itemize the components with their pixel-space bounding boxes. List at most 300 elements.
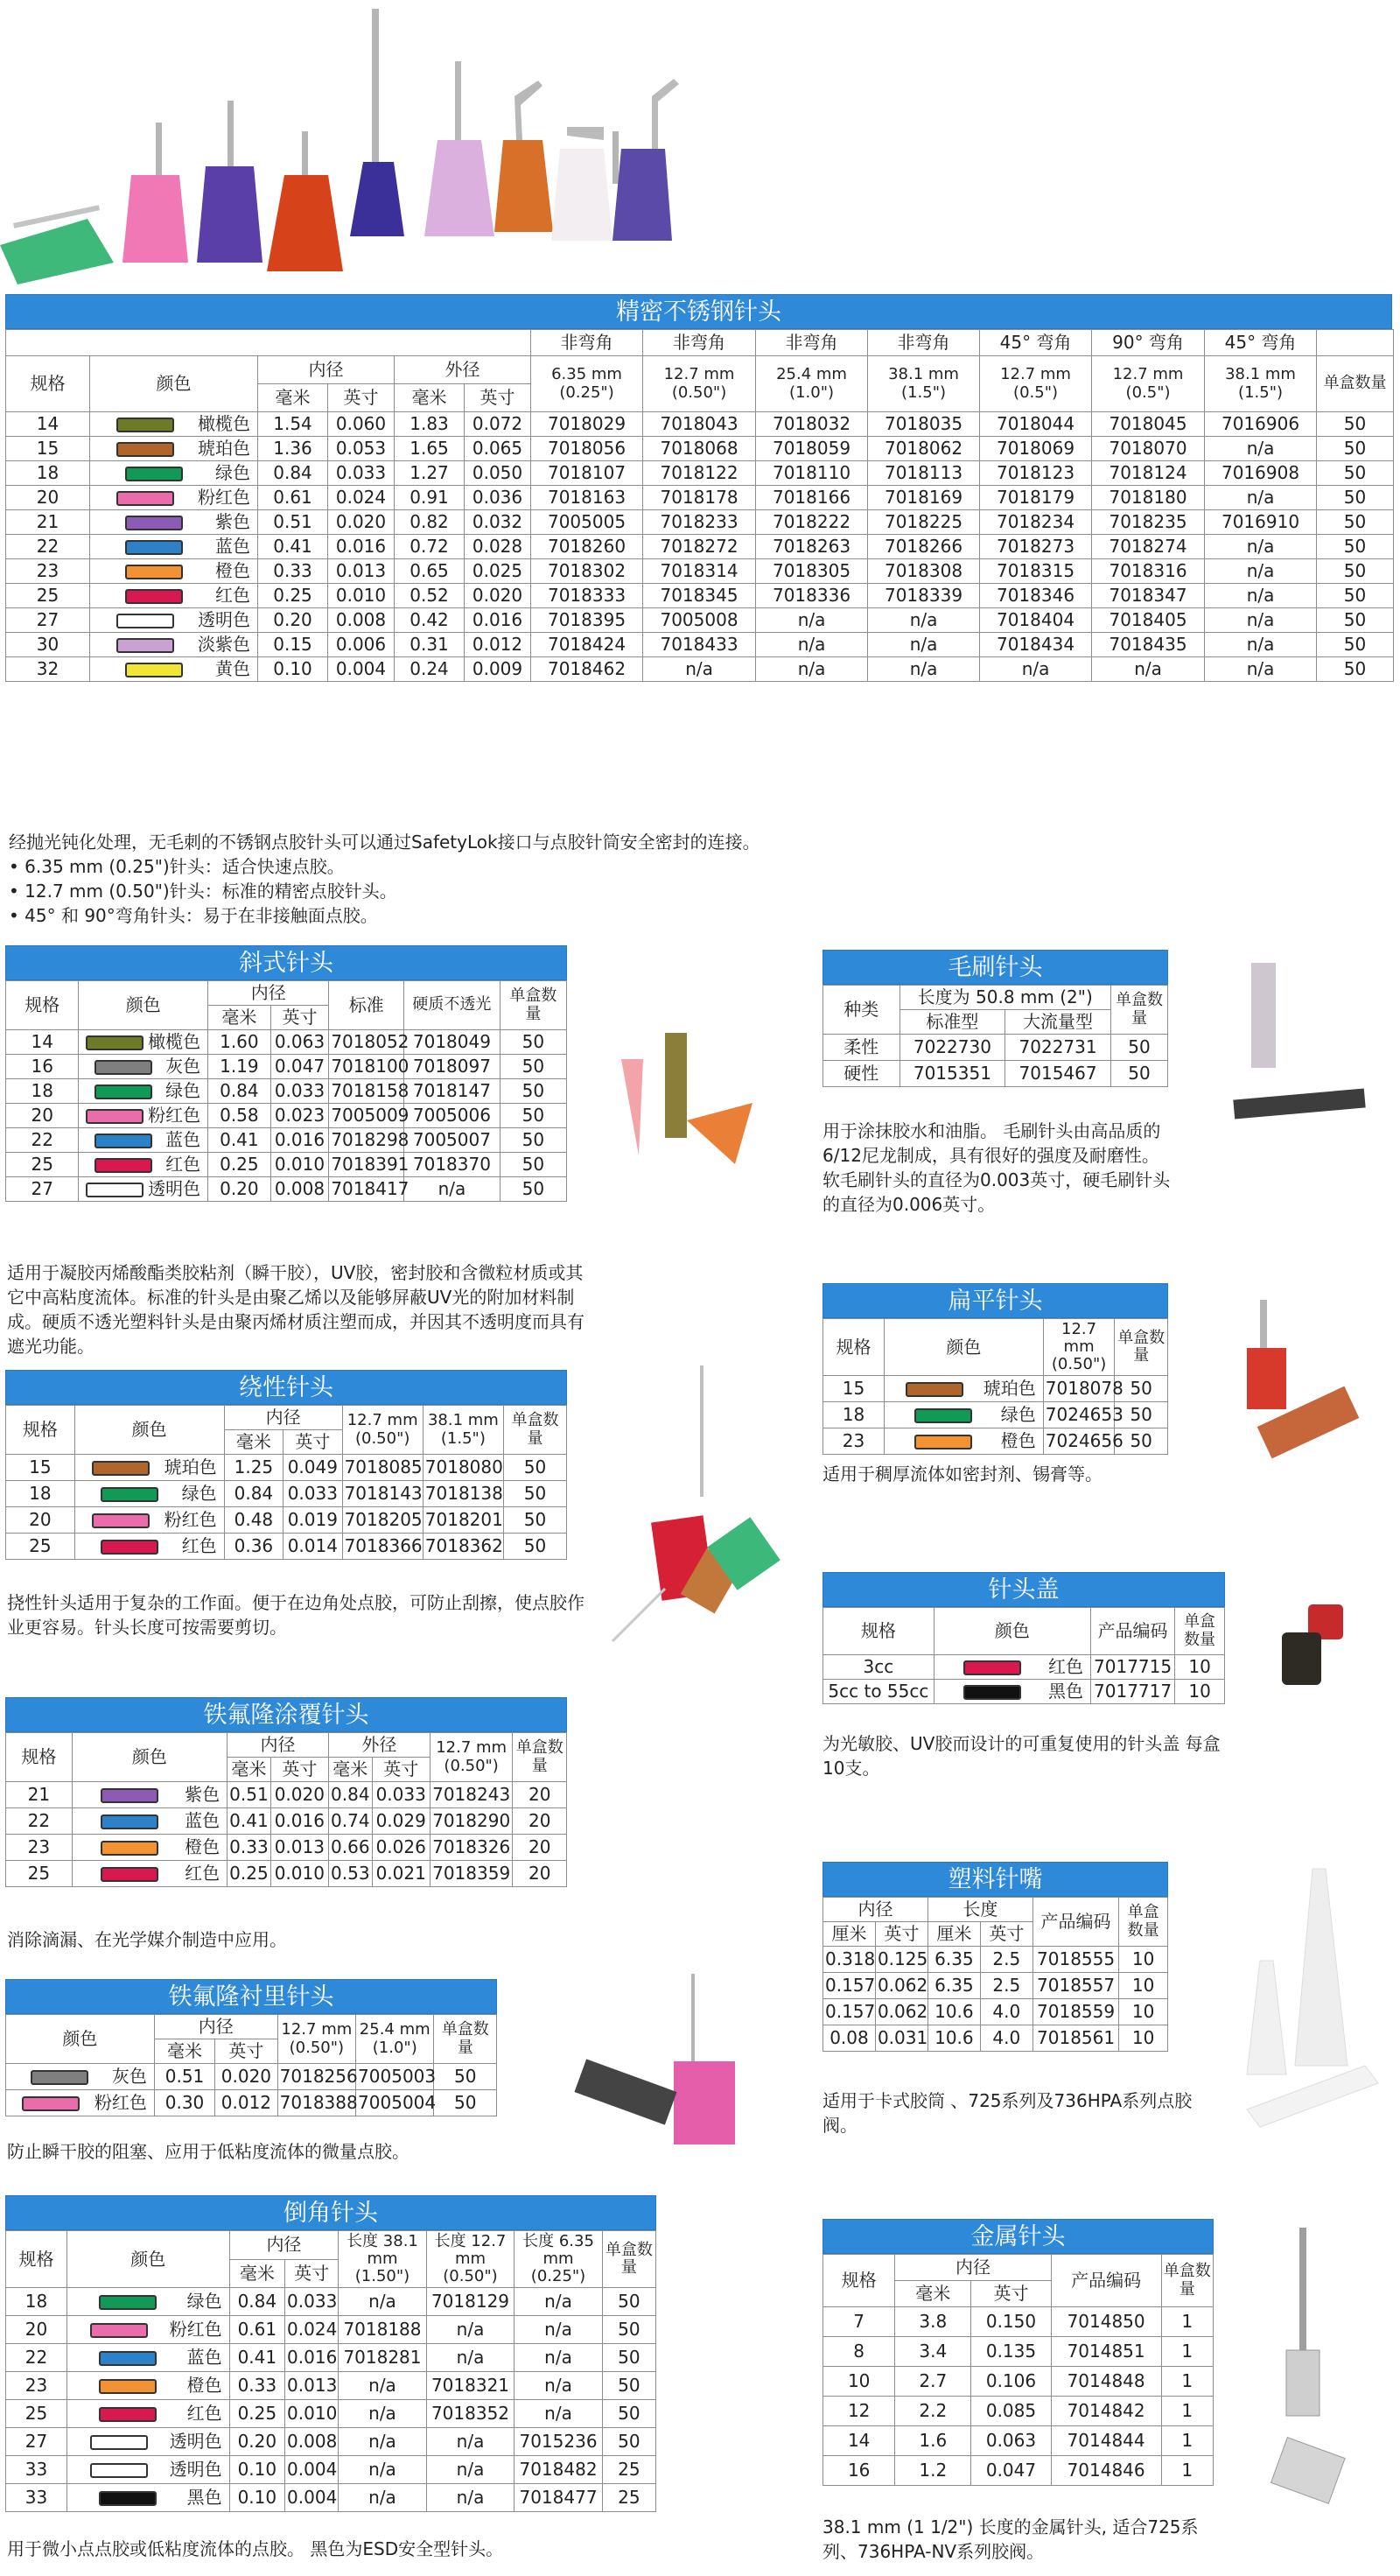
table-cell: 50 <box>602 2428 655 2456</box>
metal-needles-section <box>822 2219 1214 2486</box>
table-cell: 7005004 <box>356 2090 434 2116</box>
table-cell: 长度 38.1 mm (1.50") <box>339 2231 427 2288</box>
color-swatch <box>914 1435 972 1449</box>
table-cell: 7018326 <box>430 1835 513 1861</box>
gauge: 18 <box>6 461 90 486</box>
part-number: 7018434 <box>980 633 1092 657</box>
table-cell: 0.20 <box>208 1177 270 1202</box>
table-cell: 毫米 <box>208 1006 270 1030</box>
color-name: 红色 <box>181 1535 217 1556</box>
part-number: 7018056 <box>531 437 643 461</box>
table-cell: 规格 <box>6 1406 75 1455</box>
flexible-needle-photo <box>560 1361 788 1650</box>
table-cell: 7018085 <box>342 1455 423 1481</box>
table-cell: 英寸 <box>215 2039 278 2064</box>
part-number: 7018316 <box>1092 559 1205 584</box>
ptfe-lined-needles-section <box>5 1979 497 2116</box>
section-title: 铁氟隆涂覆针头 <box>5 1697 567 1732</box>
table-cell: 0.013 <box>270 1835 328 1861</box>
table-cell: 0.51 <box>154 2064 214 2090</box>
box-qty: 50 <box>1317 437 1394 461</box>
table-cell: 50 <box>1115 1376 1168 1402</box>
color-swatch <box>125 589 183 604</box>
table-cell: 0.20 <box>229 2428 284 2456</box>
box-qty: 50 <box>1317 535 1394 559</box>
table-cell: 颜色 <box>72 1733 227 1782</box>
part-number: 7018166 <box>756 486 868 510</box>
part-number: 7018314 <box>643 559 756 584</box>
gauge: 22 <box>6 535 90 559</box>
table-cell: 7018243 <box>430 1782 513 1808</box>
part-number: 7018272 <box>643 535 756 559</box>
table-cell: 50 <box>602 2316 655 2344</box>
color-cell <box>90 657 258 682</box>
part-number: 7018260 <box>531 535 643 559</box>
table-cell: 0.41 <box>208 1128 270 1153</box>
table-row <box>823 2456 1214 2486</box>
part-number: 7018345 <box>643 584 756 608</box>
metal-note: 38.1 mm (1 1/2") 长度的金属针头, 适合725系列、736HPA-NV系列胶阀。 <box>822 2516 1199 2562</box>
column-length: 12.7 mm (0.5") <box>1092 356 1205 412</box>
table-row <box>6 1782 567 1808</box>
table-cell: 单盒数量 <box>602 2231 655 2288</box>
table-cell: n/a <box>339 2288 427 2316</box>
table-cell: 38.1 mm (1.5") <box>423 1406 503 1455</box>
color-cell <box>79 1030 208 1055</box>
table-cell: 0.010 <box>270 1153 329 1177</box>
color-swatch <box>22 2096 80 2111</box>
table-cell: 1 <box>1161 2456 1214 2486</box>
table-cell: 0.08 <box>823 2025 876 2052</box>
chamfer-table <box>5 2230 656 2512</box>
table-cell: 12.7 mm (0.50") <box>430 1733 513 1782</box>
table-row <box>6 1733 567 1758</box>
color-cell <box>66 2484 229 2512</box>
table-cell: 0.026 <box>372 1835 430 1861</box>
table-cell: 1 <box>1161 2426 1214 2456</box>
table-cell: 3.8 <box>895 2307 971 2337</box>
table-cell: 7018388 <box>277 2090 355 2116</box>
section-title: 扁平针头 <box>822 1283 1168 1318</box>
table-cell: 0.004 <box>285 2484 339 2512</box>
color-cell <box>79 1177 208 1202</box>
box-qty: 50 <box>1317 412 1394 437</box>
table-cell: 25 <box>6 2400 67 2428</box>
color-swatch <box>116 614 174 628</box>
table-cell: 外径 <box>328 1733 430 1758</box>
section-title: 绕性针头 <box>5 1370 567 1405</box>
gauge: 21 <box>6 510 90 535</box>
needle-cap-photo <box>1269 1597 1374 1694</box>
part-number: n/a <box>868 633 980 657</box>
part-number: 7018169 <box>868 486 980 510</box>
table-cell: 0.033 <box>285 2288 339 2316</box>
part-number: 7018110 <box>756 461 868 486</box>
table-cell: 内径 <box>823 1898 928 1922</box>
table-cell: 23 <box>6 2372 67 2400</box>
color-swatch <box>94 1134 152 1148</box>
box-qty: 50 <box>1317 461 1394 486</box>
color-swatch <box>116 638 174 653</box>
part-number: 7018305 <box>756 559 868 584</box>
color-cell <box>66 2372 229 2400</box>
color-cell <box>74 1455 224 1481</box>
note-line: 经抛光钝化处理，无毛刺的不锈钢点胶针头可以通过SafetyLok接口与点胶针筒安全密封的连接。 <box>9 832 760 853</box>
table-cell: 0.33 <box>258 559 328 584</box>
table-cell: 英寸 <box>270 1758 328 1782</box>
table-cell: 0.135 <box>971 2337 1051 2367</box>
table-cell: 20 <box>513 1835 567 1861</box>
table-row <box>6 535 1394 559</box>
precision-notes <box>9 830 971 928</box>
color-swatch <box>963 1685 1021 1700</box>
table-cell: 0.84 <box>258 461 328 486</box>
table-cell: 7005006 <box>404 1104 500 1128</box>
table-cell: 0.25 <box>228 1861 271 1887</box>
brush-note: 用于涂抹胶水和油脂。 毛刷针头由高品质的6/12尼龙制成，具有很好的强度及耐磨性。软毛刷针头的直径为0.003英寸，硬毛刷针头的直径为0.006英寸。 <box>822 1120 1171 1215</box>
color-swatch <box>101 1867 158 1882</box>
part-number: 7016908 <box>1205 461 1317 486</box>
table-cell: 7018049 <box>404 1030 500 1055</box>
table-cell: 25 <box>6 1534 75 1560</box>
color-swatch <box>86 1109 144 1124</box>
blank-cell <box>6 330 531 356</box>
color-name: 黑色 <box>186 2487 222 2509</box>
table-cell: 12 <box>823 2397 895 2426</box>
table-cell: 柔性 <box>823 1035 900 1061</box>
color-swatch <box>92 1461 150 1476</box>
color-cell <box>90 608 258 633</box>
part-number: 7018308 <box>868 559 980 584</box>
table-cell: 1.27 <box>395 461 465 486</box>
part-number: n/a <box>980 657 1092 682</box>
table-cell: 22 <box>6 1808 73 1835</box>
table-cell: 0.006 <box>328 633 395 657</box>
header-color: 颜色 <box>90 356 258 412</box>
table-cell: 单盒数量 <box>1119 1898 1168 1947</box>
table-cell: 0.53 <box>328 1861 372 1887</box>
table-cell: 0.20 <box>258 608 328 633</box>
table-cell: 规格 <box>823 2255 895 2307</box>
color-swatch <box>99 2295 157 2310</box>
table-cell: n/a <box>514 2288 603 2316</box>
header-box: 单盒数量 <box>1317 356 1394 412</box>
table-cell: 内径 <box>154 2015 277 2039</box>
part-number: 7018062 <box>868 437 980 461</box>
table-cell: 7018097 <box>404 1055 500 1079</box>
table-cell: 27 <box>6 2428 67 2456</box>
table-cell: 厘米 <box>823 1922 876 1947</box>
color-name: 粉红色 <box>164 1509 217 1530</box>
table-cell: 25 <box>6 1153 79 1177</box>
table-cell: 0.10 <box>229 2484 284 2512</box>
table-row <box>6 559 1394 584</box>
table-cell: 7018352 <box>426 2400 514 2428</box>
table-cell: n/a <box>426 2316 514 2344</box>
color-swatch <box>125 467 183 481</box>
color-name: 橙色 <box>186 2375 222 2397</box>
section-title: 倒角针头 <box>5 2195 656 2230</box>
part-number: 7016910 <box>1205 510 1317 535</box>
color-name: 黄色 <box>215 658 250 679</box>
table-cell: 0.016 <box>285 2344 339 2372</box>
table-row <box>6 1534 567 1560</box>
color-cell <box>72 1782 227 1808</box>
table-row <box>6 1030 567 1055</box>
table-cell: 0.004 <box>328 657 395 682</box>
table-cell: 0.062 <box>875 1973 928 1999</box>
table-cell: 2.5 <box>980 1947 1032 1973</box>
section-title: 精密不锈钢针头 <box>5 294 1392 329</box>
table-cell: 7017717 <box>1090 1680 1174 1704</box>
table-cell: 4.0 <box>980 1999 1032 2025</box>
table-cell: 7014846 <box>1051 2456 1161 2486</box>
table-cell: 23 <box>823 1428 885 1455</box>
table-cell: 50 <box>602 2288 655 2316</box>
table-cell: 颜色 <box>79 981 208 1030</box>
table-cell: 7018078 <box>1043 1376 1115 1402</box>
color-cell <box>66 2456 229 2484</box>
note-line: • 45° 和 90°弯角针头：易于在非接触面点胶。 <box>9 905 378 926</box>
table-row <box>6 1507 567 1534</box>
table-cell: 规格 <box>6 1733 73 1782</box>
ptfe_coated-table <box>5 1732 567 1887</box>
table-cell: 0.062 <box>875 1999 928 2025</box>
nozzle-table <box>822 1897 1168 2052</box>
part-number: 7018263 <box>756 535 868 559</box>
table-cell: 50 <box>500 1153 566 1177</box>
table-cell: 种类 <box>823 986 900 1035</box>
table-row <box>6 2344 656 2372</box>
gauge: 27 <box>6 608 90 633</box>
table-cell: 7018391 <box>329 1153 404 1177</box>
table-cell: 7018281 <box>339 2344 427 2372</box>
part-number: 7018069 <box>980 437 1092 461</box>
column-length: 25.4 mm (1.0") <box>756 356 868 412</box>
table-cell: 1.2 <box>895 2456 971 2486</box>
gauge: 14 <box>6 412 90 437</box>
note-line: • 6.35 mm (0.25")针头：适合快速点胶。 <box>9 856 345 877</box>
color-cell <box>90 535 258 559</box>
table-cell: 毫米 <box>395 384 465 412</box>
table-row <box>6 584 1394 608</box>
table-cell: 标准 <box>329 981 404 1030</box>
table-cell: n/a <box>339 2372 427 2400</box>
table-cell: 0.053 <box>328 437 395 461</box>
table-cell: 7014850 <box>1051 2307 1161 2337</box>
part-number: 7018180 <box>1092 486 1205 510</box>
table-cell: 0.016 <box>270 1128 329 1153</box>
color-cell <box>934 1655 1090 1680</box>
color-cell <box>90 510 258 535</box>
table-cell: 50 <box>1110 1061 1167 1087</box>
color-name: 红色 <box>1047 1656 1083 1677</box>
gauge: 30 <box>6 633 90 657</box>
table-row <box>6 2400 656 2428</box>
table-cell: 1.6 <box>895 2426 971 2456</box>
table-cell: 10 <box>1175 1680 1225 1704</box>
table-row <box>6 2015 497 2039</box>
table-cell: 0.25 <box>208 1153 270 1177</box>
table-cell: 毫米 <box>258 384 328 412</box>
color-name: 紫色 <box>215 511 250 532</box>
table-cell: 0.063 <box>270 1030 329 1055</box>
table-cell: 33 <box>6 2456 67 2484</box>
table-cell: n/a <box>514 2316 603 2344</box>
color-cell <box>884 1428 1043 1455</box>
table-cell: 50 <box>500 1128 566 1153</box>
color-name: 橙色 <box>215 560 250 581</box>
table-cell: 15 <box>823 1376 885 1402</box>
table-cell: 3.4 <box>895 2337 971 2367</box>
table-cell: 0.014 <box>284 1534 342 1560</box>
table-cell: 7015467 <box>1005 1061 1111 1087</box>
table-row <box>6 2231 656 2260</box>
table-cell: 7018555 <box>1032 1947 1118 1973</box>
table-cell: 7014844 <box>1051 2426 1161 2456</box>
table-cell: 0.063 <box>971 2426 1051 2456</box>
table-row <box>6 1055 567 1079</box>
part-number: n/a <box>1205 608 1317 633</box>
color-cell <box>74 1534 224 1560</box>
table-cell: 0.15 <box>258 633 328 657</box>
table-row <box>6 461 1394 486</box>
table-cell: n/a <box>514 2400 603 2428</box>
table-cell: 单盒数量 <box>513 1733 567 1782</box>
table-cell: 20 <box>513 1808 567 1835</box>
table-cell: 22 <box>6 1128 79 1153</box>
table-cell: 20 <box>513 1782 567 1808</box>
brush-table <box>822 985 1168 1087</box>
table-cell: 0.125 <box>875 1947 928 1973</box>
table-row <box>823 1655 1225 1680</box>
color-swatch <box>94 1158 152 1173</box>
part-number: n/a <box>756 608 868 633</box>
part-number: 7018035 <box>868 412 980 437</box>
table-cell: 22 <box>6 2344 67 2372</box>
table-cell: 2.7 <box>895 2367 971 2397</box>
table-cell: 大流量型 <box>1005 1010 1111 1035</box>
color-swatch <box>90 2323 148 2338</box>
color-cell <box>90 559 258 584</box>
table-cell: 20 <box>513 1861 567 1887</box>
color-swatch <box>94 1084 152 1099</box>
part-number: 7018315 <box>980 559 1092 584</box>
table-cell: 50 <box>602 2344 655 2372</box>
box-qty: 50 <box>1317 608 1394 633</box>
part-number: 7018029 <box>531 412 643 437</box>
table-cell: 单盒数量 <box>503 1406 566 1455</box>
table-row <box>6 1835 567 1861</box>
table-cell: 0.085 <box>971 2397 1051 2426</box>
table-cell: 毫米 <box>895 2281 971 2307</box>
table-cell: 0.33 <box>229 2372 284 2400</box>
tapered-table <box>5 980 567 1202</box>
table-row <box>6 1406 567 1430</box>
part-number: 7018044 <box>980 412 1092 437</box>
table-cell: 0.008 <box>270 1177 329 1202</box>
cap-note: 为光敏胶、UV胶而设计的可重复使用的针头盖 每盒10支。 <box>822 1733 1221 1779</box>
chamfer-needles-section <box>5 2195 656 2512</box>
part-number: n/a <box>643 657 756 682</box>
chamfer-note: 用于微小点点胶或低粘度流体的点胶。 黑色为ESD安全型针头。 <box>7 2538 504 2559</box>
color-swatch <box>101 1487 158 1502</box>
flexible-note: 挠性针头适用于复杂的工作面。便于在边角处点胶，可防止刮擦，使点胶作业更容易。针头长度可按需要剪切。 <box>7 1592 584 1638</box>
table-cell: n/a <box>426 2484 514 2512</box>
table-cell: 0.029 <box>372 1808 430 1835</box>
table-cell: 0.033 <box>284 1481 342 1507</box>
table-cell: 颜色 <box>934 1608 1090 1655</box>
header-od: 外径 <box>395 356 531 384</box>
color-name: 淡紫色 <box>198 634 250 655</box>
part-number: 7018234 <box>980 510 1092 535</box>
table-cell: 0.032 <box>465 510 531 535</box>
table-cell: 7015351 <box>900 1061 1005 1087</box>
table-cell: 0.020 <box>270 1782 328 1808</box>
part-number: n/a <box>1205 535 1317 559</box>
part-number: 7018266 <box>868 535 980 559</box>
color-name: 橄榄色 <box>148 1031 201 1052</box>
metal-table <box>822 2254 1214 2486</box>
table-cell: 1 <box>1161 2307 1214 2337</box>
table-row <box>823 1319 1168 1376</box>
table-cell: 长度 <box>928 1898 1032 1922</box>
table-row <box>823 1999 1168 2025</box>
table-cell: 单盒数量 <box>1161 2255 1214 2307</box>
table-cell: 16 <box>6 1055 79 1079</box>
table-cell: 长度 6.35 mm (0.25") <box>514 2231 603 2288</box>
table-cell: 0.318 <box>823 1947 876 1973</box>
color-cell <box>884 1376 1043 1402</box>
table-cell: 0.021 <box>372 1861 430 1887</box>
part-number: 7018163 <box>531 486 643 510</box>
color-name: 蓝色 <box>215 536 250 557</box>
part-number: n/a <box>756 633 868 657</box>
part-number: 7018462 <box>531 657 643 682</box>
color-swatch <box>99 2379 157 2394</box>
table-cell: 5cc to 55cc <box>823 1680 934 1704</box>
color-name: 红色 <box>185 1863 220 1884</box>
table-cell: 0.74 <box>328 1808 372 1835</box>
table-cell: 7018158 <box>329 1079 404 1104</box>
table-cell: n/a <box>514 2372 603 2400</box>
table-row <box>6 2288 656 2316</box>
table-cell: 50 <box>500 1079 566 1104</box>
table-cell: 1.65 <box>395 437 465 461</box>
table-cell: 21 <box>6 1782 73 1808</box>
table-row <box>6 608 1394 633</box>
table-cell: 内径 <box>895 2255 1051 2281</box>
table-row <box>823 1428 1168 1455</box>
color-name: 透明色 <box>169 2431 222 2453</box>
table-cell: 内径 <box>228 1733 329 1758</box>
table-row <box>6 657 1394 682</box>
part-number: 7018433 <box>643 633 756 657</box>
color-name: 粉红色 <box>148 1105 201 1126</box>
table-cell: 50 <box>500 1055 566 1079</box>
color-name: 红色 <box>165 1154 201 1175</box>
color-swatch <box>86 1183 144 1197</box>
table-row <box>823 2255 1214 2281</box>
table-cell: 7018370 <box>404 1153 500 1177</box>
table-cell: 规格 <box>6 2231 67 2288</box>
table-cell: 10 <box>1119 1973 1168 1999</box>
table-cell: n/a <box>426 2456 514 2484</box>
color-swatch <box>92 1513 150 1528</box>
color-swatch <box>101 1814 158 1829</box>
table-cell: 7018080 <box>423 1455 503 1481</box>
color-cell <box>72 1835 227 1861</box>
